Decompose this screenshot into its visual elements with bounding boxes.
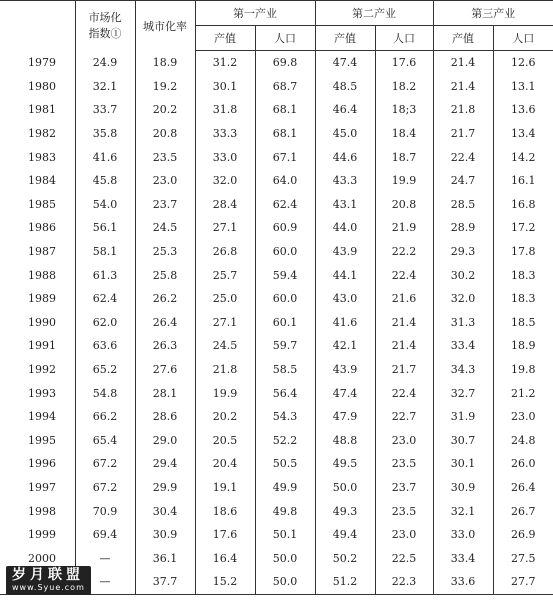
tertiary-industry-header: 第三产业: [433, 1, 553, 26]
primary-output-cell: 21.8: [195, 358, 255, 382]
table-row: [0, 216, 553, 240]
primary-population-cell: 49.9: [255, 476, 315, 500]
primary-population-cell: 50.1: [255, 523, 315, 547]
table-body: [0, 51, 553, 595]
tertiary-population-cell: 18.3: [493, 263, 553, 287]
secondary-industry-header: 第二产业: [315, 1, 433, 26]
secondary-output-cell: 48.8: [315, 429, 375, 453]
site-watermark-logo: [6, 566, 91, 595]
market-index-header: 市场化指数①: [75, 1, 135, 51]
primary-population-cell: 64.0: [255, 169, 315, 193]
secondary-output-cell: 49.3: [315, 499, 375, 523]
market-index-cell: 69.4: [75, 523, 135, 547]
secondary-population-cell: 18;3: [375, 98, 433, 122]
primary-output-cell: 19.9: [195, 381, 255, 405]
table-row: [0, 240, 553, 264]
tertiary-population-cell: 27.5: [493, 546, 553, 570]
market-index-cell: 62.4: [75, 287, 135, 311]
tertiary-output-cell: 24.7: [433, 169, 493, 193]
urbanization-cell: 25.3: [135, 240, 195, 264]
year-cell: 1999: [28, 528, 56, 542]
tertiary-population-cell: 27.7: [493, 570, 553, 594]
year-cell: 1998: [28, 504, 56, 518]
primary-output-cell: 16.4: [195, 546, 255, 570]
market-index-cell: 35.8: [75, 122, 135, 146]
year-cell: 1979: [28, 56, 56, 70]
urbanization-cell: 26.4: [135, 311, 195, 335]
year-cell: 1990: [28, 315, 56, 329]
secondary-output-cell: 50.2: [315, 546, 375, 570]
primary-population-cell: 58.5: [255, 358, 315, 382]
year-cell: 1984: [28, 174, 56, 188]
primary-output-cell: 27.1: [195, 311, 255, 335]
year-cell: 1981: [28, 103, 56, 117]
urbanization-cell: 18.9: [135, 51, 195, 75]
tertiary-output-cell: 22.4: [433, 145, 493, 169]
tertiary-population-cell: 12.6: [493, 51, 553, 75]
tertiary-output-cell: 32.1: [433, 499, 493, 523]
secondary-output-cell: 44.0: [315, 216, 375, 240]
primary-output-cell: 15.2: [195, 570, 255, 594]
tertiary-population-cell: 23.0: [493, 405, 553, 429]
secondary-output-cell: 42.1: [315, 334, 375, 358]
table-row: [0, 193, 553, 217]
urbanization-cell: 26.2: [135, 287, 195, 311]
market-index-cell: 67.2: [75, 476, 135, 500]
primary-output-cell: 31.8: [195, 98, 255, 122]
secondary-population-cell: 18.7: [375, 145, 433, 169]
watermark-url: www.Syue.com: [12, 583, 85, 592]
secondary-output-cell: 43.1: [315, 193, 375, 217]
tertiary-population-cell: 16.8: [493, 193, 553, 217]
table-row: [0, 358, 553, 382]
secondary-population-cell: 23.7: [375, 476, 433, 500]
primary-population-cell: 54.3: [255, 405, 315, 429]
secondary-population-cell: 22.4: [375, 381, 433, 405]
tertiary-output-cell: 21.8: [433, 98, 493, 122]
primary-population-cell: 49.8: [255, 499, 315, 523]
secondary-output-cell: 47.9: [315, 405, 375, 429]
primary-output-cell: 27.1: [195, 216, 255, 240]
table-row: [0, 263, 553, 287]
year-cell: 1996: [28, 457, 56, 471]
primary-output-header: 产值: [195, 26, 255, 51]
tertiary-output-cell: 32.0: [433, 287, 493, 311]
secondary-population-cell: 19.9: [375, 169, 433, 193]
primary-population-cell: 56.4: [255, 381, 315, 405]
year-cell: 1980: [28, 79, 56, 93]
table-row: [0, 98, 553, 122]
table-row: [0, 381, 553, 405]
tertiary-population-cell: 14.2: [493, 145, 553, 169]
primary-output-cell: 26.8: [195, 240, 255, 264]
tertiary-output-cell: 33.4: [433, 334, 493, 358]
market-index-cell: —: [75, 546, 135, 570]
tertiary-population-cell: 18.9: [493, 334, 553, 358]
urbanization-cell: 26.3: [135, 334, 195, 358]
tertiary-population-cell: 18.3: [493, 287, 553, 311]
tertiary-output-cell: 33.4: [433, 546, 493, 570]
tertiary-output-cell: 21.4: [433, 75, 493, 99]
secondary-population-cell: 22.5: [375, 546, 433, 570]
table-row: [0, 476, 553, 500]
secondary-population-cell: 22.2: [375, 240, 433, 264]
tertiary-population-cell: 13.6: [493, 98, 553, 122]
table-row: [0, 122, 553, 146]
table-row: [0, 311, 553, 335]
secondary-population-cell: 21.7: [375, 358, 433, 382]
tertiary-population-cell: 26.7: [493, 499, 553, 523]
secondary-population-cell: 21.4: [375, 311, 433, 335]
urbanization-cell: 29.4: [135, 452, 195, 476]
table-row: [0, 499, 553, 523]
tertiary-population-cell: 17.8: [493, 240, 553, 264]
tertiary-population-cell: 13.4: [493, 122, 553, 146]
market-index-cell: 54.8: [75, 381, 135, 405]
secondary-output-cell: 48.5: [315, 75, 375, 99]
secondary-population-cell: 22.3: [375, 570, 433, 594]
year-cell: 1991: [28, 339, 56, 353]
urbanization-cell: 30.4: [135, 499, 195, 523]
tertiary-population-cell: 16.1: [493, 169, 553, 193]
urbanization-cell: 19.2: [135, 75, 195, 99]
tertiary-output-cell: 29.3: [433, 240, 493, 264]
primary-output-cell: 20.2: [195, 405, 255, 429]
primary-output-cell: 24.5: [195, 334, 255, 358]
watermark-title: 岁月联盟: [12, 567, 84, 583]
tertiary-population-cell: 26.0: [493, 452, 553, 476]
tertiary-output-cell: 21.7: [433, 122, 493, 146]
secondary-output-cell: 45.0: [315, 122, 375, 146]
urbanization-header: 城市化率: [135, 1, 195, 51]
year-header: [0, 1, 75, 51]
secondary-population-cell: 23.0: [375, 523, 433, 547]
secondary-output-cell: 41.6: [315, 311, 375, 335]
year-cell: 1993: [28, 386, 56, 400]
primary-population-cell: 60.0: [255, 240, 315, 264]
market-index-cell: 32.1: [75, 75, 135, 99]
market-index-cell: 24.9: [75, 51, 135, 75]
primary-population-cell: 52.2: [255, 429, 315, 453]
tertiary-population-cell: 26.4: [493, 476, 553, 500]
primary-output-cell: 32.0: [195, 169, 255, 193]
primary-population-cell: 59.7: [255, 334, 315, 358]
tertiary-population-cell: 21.2: [493, 381, 553, 405]
urbanization-cell: 24.5: [135, 216, 195, 240]
secondary-population-cell: 21.6: [375, 287, 433, 311]
year-cell: 1989: [28, 292, 56, 306]
primary-population-cell: 68.1: [255, 98, 315, 122]
tertiary-output-cell: 30.1: [433, 452, 493, 476]
market-index-cell: 70.9: [75, 499, 135, 523]
tertiary-output-cell: 28.9: [433, 216, 493, 240]
tertiary-population-cell: 18.5: [493, 311, 553, 335]
urbanization-cell: 20.2: [135, 98, 195, 122]
primary-population-cell: 60.1: [255, 311, 315, 335]
year-cell: 1988: [28, 268, 56, 282]
year-cell: 2000: [28, 551, 56, 565]
market-index-cell: 65.4: [75, 429, 135, 453]
tertiary-output-cell: 31.9: [433, 405, 493, 429]
primary-output-cell: 30.1: [195, 75, 255, 99]
table-row: [0, 287, 553, 311]
secondary-population-cell: 18.4: [375, 122, 433, 146]
urbanization-cell: 29.0: [135, 429, 195, 453]
year-cell: 1995: [28, 433, 56, 447]
market-index-cell: 45.8: [75, 169, 135, 193]
primary-population-cell: 62.4: [255, 193, 315, 217]
year-cell: 1987: [28, 245, 56, 259]
tertiary-output-cell: 32.7: [433, 381, 493, 405]
year-cell: 1994: [28, 410, 56, 424]
secondary-output-cell: 50.0: [315, 476, 375, 500]
urbanization-cell: 23.0: [135, 169, 195, 193]
year-cell: 1985: [28, 197, 56, 211]
urbanization-cell: 30.9: [135, 523, 195, 547]
tertiary-output-cell: 30.9: [433, 476, 493, 500]
primary-output-cell: 33.3: [195, 122, 255, 146]
primary-population-cell: 59.4: [255, 263, 315, 287]
primary-population-header: 人口: [255, 26, 315, 51]
primary-population-cell: 50.5: [255, 452, 315, 476]
urbanization-cell: 23.7: [135, 193, 195, 217]
primary-output-cell: 20.5: [195, 429, 255, 453]
secondary-population-cell: 23.5: [375, 499, 433, 523]
year-cell: 1997: [28, 480, 56, 494]
tertiary-population-cell: 26.9: [493, 523, 553, 547]
tertiary-output-cell: 34.3: [433, 358, 493, 382]
secondary-population-cell: 21.9: [375, 216, 433, 240]
secondary-output-cell: 47.4: [315, 51, 375, 75]
primary-output-cell: 31.2: [195, 51, 255, 75]
market-index-cell: 58.1: [75, 240, 135, 264]
secondary-population-cell: 23.5: [375, 452, 433, 476]
year-cell: 1982: [28, 127, 56, 141]
urbanization-cell: 27.6: [135, 358, 195, 382]
urbanization-cell: 20.8: [135, 122, 195, 146]
secondary-output-cell: 43.3: [315, 169, 375, 193]
secondary-output-cell: 46.4: [315, 98, 375, 122]
secondary-population-cell: 17.6: [375, 51, 433, 75]
market-index-cell: 61.3: [75, 263, 135, 287]
tertiary-output-cell: 30.2: [433, 263, 493, 287]
primary-output-cell: 25.7: [195, 263, 255, 287]
tertiary-output-cell: 33.6: [433, 570, 493, 594]
market-index-cell: 62.0: [75, 311, 135, 335]
primary-output-cell: 28.4: [195, 193, 255, 217]
market-index-cell: 65.2: [75, 358, 135, 382]
tertiary-output-cell: 28.5: [433, 193, 493, 217]
secondary-population-cell: 23.0: [375, 429, 433, 453]
urbanization-cell: 28.6: [135, 405, 195, 429]
urbanization-cell: 28.1: [135, 381, 195, 405]
primary-population-cell: 60.0: [255, 287, 315, 311]
primary-population-cell: 50.0: [255, 570, 315, 594]
secondary-population-cell: 21.4: [375, 334, 433, 358]
secondary-output-cell: 51.2: [315, 570, 375, 594]
year-cell: 1983: [28, 150, 56, 164]
urbanization-cell: 36.1: [135, 546, 195, 570]
primary-industry-header: 第一产业: [195, 1, 315, 26]
secondary-output-cell: 44.1: [315, 263, 375, 287]
table-row: [0, 51, 553, 75]
year-cell: 1986: [28, 221, 56, 235]
table-row: [0, 452, 553, 476]
table-row: [0, 523, 553, 547]
market-index-cell: 56.1: [75, 216, 135, 240]
market-index-cell: 54.0: [75, 193, 135, 217]
primary-output-cell: 18.6: [195, 499, 255, 523]
secondary-output-cell: 49.5: [315, 452, 375, 476]
primary-population-cell: 60.9: [255, 216, 315, 240]
primary-output-cell: 20.4: [195, 452, 255, 476]
primary-output-cell: 19.1: [195, 476, 255, 500]
primary-output-cell: 17.6: [195, 523, 255, 547]
market-index-cell: 41.6: [75, 145, 135, 169]
primary-population-cell: 68.1: [255, 122, 315, 146]
urbanization-cell: 25.8: [135, 263, 195, 287]
year-cell: 1992: [28, 363, 56, 377]
primary-output-cell: 33.0: [195, 145, 255, 169]
urbanization-cell: 23.5: [135, 145, 195, 169]
secondary-output-cell: 43.0: [315, 287, 375, 311]
secondary-population-header: 人口: [375, 26, 433, 51]
tertiary-output-cell: 31.3: [433, 311, 493, 335]
secondary-output-header: 产值: [315, 26, 375, 51]
table-row: [0, 145, 553, 169]
table-row: [0, 429, 553, 453]
table-row: [0, 75, 553, 99]
market-index-cell: 66.2: [75, 405, 135, 429]
secondary-population-cell: 22.7: [375, 405, 433, 429]
market-index-cell: 33.7: [75, 98, 135, 122]
secondary-population-cell: 22.4: [375, 263, 433, 287]
tertiary-output-cell: 21.4: [433, 51, 493, 75]
market-index-cell: 67.2: [75, 452, 135, 476]
primary-population-cell: 50.0: [255, 546, 315, 570]
secondary-output-cell: 49.4: [315, 523, 375, 547]
tertiary-population-cell: 17.2: [493, 216, 553, 240]
table-row: [0, 334, 553, 358]
tertiary-output-cell: 30.7: [433, 429, 493, 453]
primary-output-cell: 25.0: [195, 287, 255, 311]
tertiary-population-cell: 19.8: [493, 358, 553, 382]
market-index-cell: —: [75, 570, 135, 594]
urbanization-cell: 29.9: [135, 476, 195, 500]
secondary-output-cell: 44.6: [315, 145, 375, 169]
secondary-output-cell: 47.4: [315, 381, 375, 405]
tertiary-population-cell: 24.8: [493, 429, 553, 453]
secondary-output-cell: 43.9: [315, 240, 375, 264]
table-row: [0, 169, 553, 193]
table-row: [0, 405, 553, 429]
tertiary-output-cell: 33.0: [433, 523, 493, 547]
market-index-cell: 63.6: [75, 334, 135, 358]
secondary-population-cell: 18.2: [375, 75, 433, 99]
secondary-population-cell: 20.8: [375, 193, 433, 217]
tertiary-population-cell: 13.1: [493, 75, 553, 99]
primary-population-cell: 67.1: [255, 145, 315, 169]
tertiary-output-header: 产值: [433, 26, 493, 51]
secondary-output-cell: 43.9: [315, 358, 375, 382]
tertiary-population-header: 人口: [493, 26, 553, 51]
urbanization-cell: 37.7: [135, 570, 195, 594]
primary-population-cell: 68.7: [255, 75, 315, 99]
primary-population-cell: 69.8: [255, 51, 315, 75]
